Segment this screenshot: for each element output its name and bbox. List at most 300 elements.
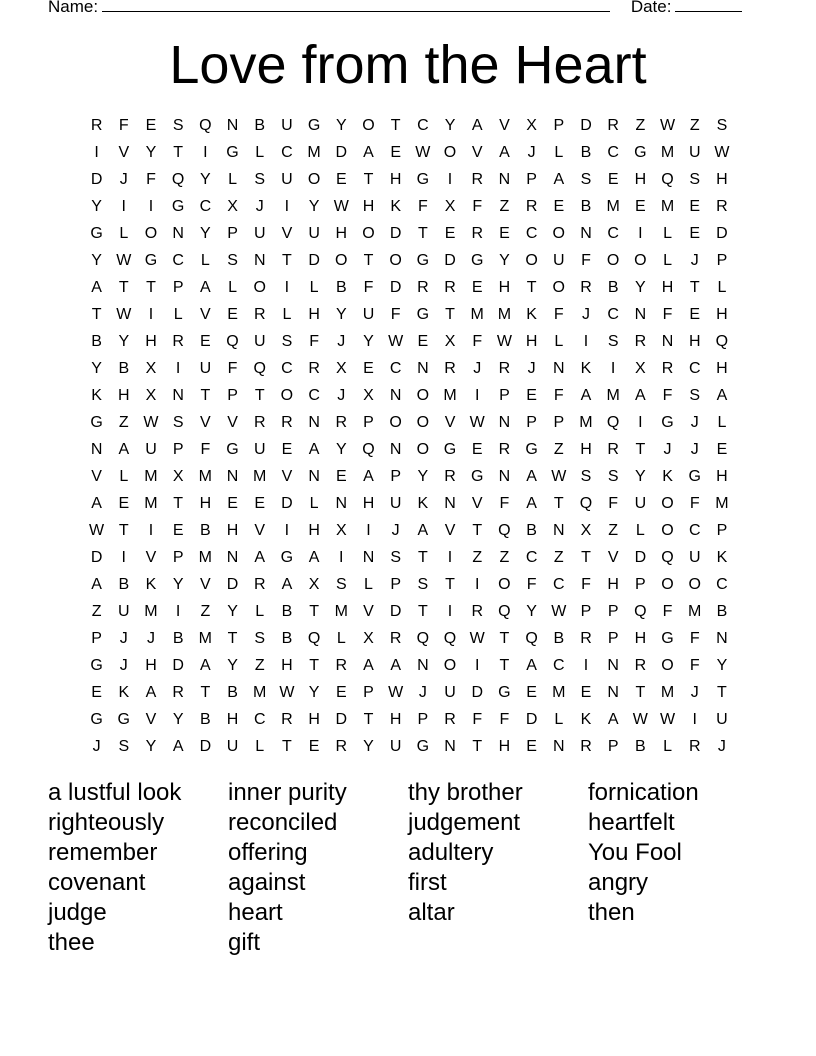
grid-letter[interactable]: J: [690, 441, 699, 458]
grid-letter[interactable]: H: [308, 711, 320, 728]
grid-letter[interactable]: E: [499, 225, 510, 242]
grid-letter[interactable]: R: [335, 657, 348, 674]
grid-letter[interactable]: D: [634, 549, 647, 566]
grid-letter[interactable]: A: [499, 144, 510, 161]
grid-letter[interactable]: C: [688, 360, 701, 377]
grid-letter[interactable]: Q: [661, 549, 674, 566]
grid-letter[interactable]: T: [173, 495, 184, 512]
grid-letter[interactable]: R: [498, 441, 511, 458]
grid-letter[interactable]: Y: [91, 252, 102, 269]
grid-letter[interactable]: U: [553, 252, 565, 269]
grid-letter[interactable]: G: [416, 738, 430, 755]
grid-letter[interactable]: N: [444, 738, 456, 755]
grid-letter[interactable]: N: [498, 468, 511, 485]
grid-letter[interactable]: W: [388, 684, 404, 701]
grid-letter[interactable]: I: [447, 171, 453, 188]
grid-letter[interactable]: M: [715, 495, 729, 512]
grid-letter[interactable]: G: [144, 252, 158, 269]
grid-letter[interactable]: K: [91, 387, 102, 404]
grid-letter[interactable]: E: [526, 387, 537, 404]
grid-letter[interactable]: B: [716, 603, 728, 620]
grid-letter[interactable]: Y: [172, 576, 184, 593]
grid-letter[interactable]: C: [172, 252, 184, 269]
grid-letter[interactable]: U: [145, 441, 157, 458]
grid-letter[interactable]: W: [333, 198, 349, 215]
grid-letter[interactable]: Q: [661, 171, 674, 188]
grid-letter[interactable]: B: [635, 738, 646, 755]
grid-letter[interactable]: M: [144, 603, 158, 620]
grid-letter[interactable]: K: [390, 198, 401, 215]
grid-letter[interactable]: F: [662, 603, 673, 620]
grid-letter[interactable]: A: [390, 657, 401, 674]
grid-letter[interactable]: R: [308, 360, 320, 377]
grid-letter[interactable]: T: [526, 279, 537, 296]
grid-letter[interactable]: D: [308, 252, 320, 269]
grid-letter[interactable]: T: [499, 657, 510, 674]
grid-letter[interactable]: M: [198, 468, 212, 485]
grid-letter[interactable]: Q: [525, 630, 538, 647]
grid-letter[interactable]: S: [607, 333, 619, 350]
grid-letter[interactable]: N: [498, 414, 511, 431]
grid-letter[interactable]: B: [526, 522, 537, 539]
grid-letter[interactable]: O: [525, 252, 538, 269]
grid-letter[interactable]: M: [253, 684, 267, 701]
grid-letter[interactable]: S: [118, 738, 130, 755]
grid-letter[interactable]: B: [227, 684, 238, 701]
grid-letter[interactable]: J: [391, 522, 400, 539]
grid-letter[interactable]: X: [335, 522, 347, 539]
grid-letter[interactable]: N: [417, 657, 429, 674]
grid-letter[interactable]: R: [580, 630, 592, 647]
grid-letter[interactable]: A: [716, 387, 728, 404]
grid-letter[interactable]: W: [659, 711, 676, 728]
grid-letter[interactable]: V: [91, 468, 102, 485]
grid-letter[interactable]: R: [471, 225, 483, 242]
grid-letter[interactable]: H: [716, 171, 728, 188]
grid-letter[interactable]: B: [607, 279, 619, 296]
grid-letter[interactable]: Z: [499, 549, 510, 566]
grid-letter[interactable]: R: [444, 468, 456, 485]
grid-letter[interactable]: J: [717, 738, 726, 755]
grid-letter[interactable]: I: [447, 549, 453, 566]
grid-letter[interactable]: H: [226, 522, 239, 539]
grid-letter[interactable]: G: [634, 144, 647, 161]
grid-letter[interactable]: T: [146, 279, 156, 296]
grid-letter[interactable]: D: [335, 144, 348, 161]
grid-letter[interactable]: H: [688, 333, 701, 350]
grid-letter[interactable]: X: [580, 522, 592, 539]
grid-letter[interactable]: N: [580, 225, 592, 242]
grid-letter[interactable]: I: [284, 198, 290, 215]
grid-letter[interactable]: M: [606, 198, 620, 215]
grid-letter[interactable]: P: [635, 576, 646, 593]
grid-letter[interactable]: N: [553, 738, 565, 755]
grid-letter[interactable]: T: [282, 738, 292, 755]
grid-letter[interactable]: B: [254, 117, 266, 134]
grid-letter[interactable]: Y: [526, 603, 537, 620]
grid-letter[interactable]: R: [253, 306, 266, 323]
grid-letter[interactable]: Q: [362, 441, 375, 458]
grid-letter[interactable]: N: [498, 171, 511, 188]
grid-letter[interactable]: S: [281, 333, 293, 350]
grid-letter[interactable]: O: [253, 279, 266, 296]
grid-letter[interactable]: A: [553, 171, 565, 188]
grid-letter[interactable]: B: [172, 630, 184, 647]
grid-letter[interactable]: T: [581, 549, 591, 566]
grid-letter[interactable]: E: [254, 495, 266, 512]
grid-letter[interactable]: F: [662, 306, 673, 323]
grid-letter[interactable]: O: [688, 576, 701, 593]
grid-letter[interactable]: F: [472, 711, 483, 728]
name-field-line[interactable]: [102, 0, 610, 12]
grid-letter[interactable]: T: [417, 549, 428, 566]
grid-letter[interactable]: G: [90, 711, 103, 728]
grid-letter[interactable]: U: [199, 360, 212, 377]
grid-letter[interactable]: B: [553, 630, 565, 647]
grid-letter[interactable]: F: [472, 333, 483, 350]
grid-letter[interactable]: L: [228, 171, 237, 188]
grid-letter[interactable]: P: [390, 576, 401, 593]
grid-letter[interactable]: N: [308, 468, 320, 485]
grid-letter[interactable]: H: [362, 495, 375, 512]
grid-letter[interactable]: F: [472, 198, 483, 215]
grid-letter[interactable]: C: [389, 360, 402, 377]
grid-letter[interactable]: J: [527, 144, 536, 161]
grid-letter[interactable]: B: [91, 333, 102, 350]
grid-letter[interactable]: M: [660, 144, 675, 161]
grid-letter[interactable]: Q: [498, 522, 511, 539]
grid-letter[interactable]: Y: [227, 657, 238, 674]
grid-letter[interactable]: C: [607, 225, 619, 242]
grid-letter[interactable]: T: [635, 684, 646, 701]
grid-letter[interactable]: Y: [145, 738, 157, 755]
grid-letter[interactable]: T: [118, 279, 129, 296]
grid-letter[interactable]: W: [551, 468, 567, 485]
grid-letter[interactable]: A: [91, 279, 102, 296]
grid-letter[interactable]: I: [366, 522, 371, 539]
grid-letter[interactable]: M: [606, 387, 620, 404]
grid-letter[interactable]: Z: [254, 657, 265, 674]
grid-letter[interactable]: D: [580, 117, 592, 134]
grid-letter[interactable]: J: [418, 684, 427, 701]
grid-letter[interactable]: D: [281, 495, 293, 512]
grid-letter[interactable]: A: [308, 549, 320, 566]
grid-letter[interactable]: A: [363, 144, 374, 161]
grid-letter[interactable]: C: [607, 144, 619, 161]
grid-letter[interactable]: P: [716, 522, 728, 539]
grid-letter[interactable]: V: [200, 306, 211, 323]
grid-letter[interactable]: R: [444, 711, 456, 728]
grid-letter[interactable]: Y: [308, 198, 320, 215]
grid-letter[interactable]: H: [362, 198, 375, 215]
grid-letter[interactable]: E: [390, 144, 401, 161]
grid-letter[interactable]: R: [417, 279, 429, 296]
grid-letter[interactable]: W: [143, 414, 159, 431]
grid-letter[interactable]: S: [689, 171, 701, 188]
grid-letter[interactable]: Z: [635, 117, 646, 134]
grid-letter[interactable]: O: [661, 522, 674, 539]
grid-letter[interactable]: V: [227, 414, 238, 431]
grid-letter[interactable]: F: [689, 495, 700, 512]
grid-letter[interactable]: Z: [553, 549, 564, 566]
grid-letter[interactable]: I: [148, 198, 154, 215]
grid-letter[interactable]: K: [526, 306, 537, 323]
grid-letter[interactable]: R: [90, 117, 103, 134]
grid-letter[interactable]: A: [254, 549, 266, 566]
grid-letter[interactable]: P: [227, 225, 238, 242]
grid-letter[interactable]: U: [688, 144, 701, 161]
grid-letter[interactable]: T: [118, 522, 129, 539]
grid-letter[interactable]: Z: [200, 603, 211, 620]
grid-letter[interactable]: Q: [307, 630, 321, 647]
grid-letter[interactable]: P: [607, 603, 619, 620]
grid-letter[interactable]: J: [690, 414, 699, 431]
grid-letter[interactable]: H: [145, 657, 157, 674]
grid-letter[interactable]: W: [279, 684, 295, 701]
grid-letter[interactable]: E: [471, 279, 483, 296]
grid-letter[interactable]: M: [552, 684, 566, 701]
grid-letter[interactable]: L: [554, 711, 564, 728]
grid-letter[interactable]: V: [471, 144, 483, 161]
grid-letter[interactable]: J: [337, 333, 346, 350]
grid-letter[interactable]: A: [363, 657, 374, 674]
grid-letter[interactable]: U: [716, 711, 728, 728]
grid-letter[interactable]: T: [173, 144, 184, 161]
grid-letter[interactable]: C: [607, 306, 619, 323]
grid-letter[interactable]: V: [254, 522, 266, 539]
grid-letter[interactable]: E: [635, 198, 646, 215]
grid-letter[interactable]: L: [717, 279, 727, 296]
grid-letter[interactable]: H: [716, 360, 728, 377]
grid-letter[interactable]: R: [444, 279, 456, 296]
grid-letter[interactable]: P: [553, 414, 565, 431]
grid-letter[interactable]: P: [499, 387, 510, 404]
grid-letter[interactable]: J: [146, 630, 155, 647]
grid-letter[interactable]: G: [470, 252, 484, 269]
grid-letter[interactable]: W: [415, 144, 431, 161]
grid-letter[interactable]: D: [335, 711, 348, 728]
grid-letter[interactable]: F: [390, 306, 401, 323]
grid-letter[interactable]: W: [714, 144, 730, 161]
grid-letter[interactable]: V: [281, 225, 293, 242]
grid-letter[interactable]: E: [363, 360, 374, 377]
grid-letter[interactable]: Y: [363, 333, 374, 350]
grid-letter[interactable]: R: [281, 711, 293, 728]
grid-letter[interactable]: E: [145, 117, 157, 134]
grid-letter[interactable]: Y: [417, 468, 429, 485]
grid-letter[interactable]: I: [638, 225, 643, 242]
grid-letter[interactable]: X: [227, 198, 238, 215]
grid-letter[interactable]: Y: [335, 117, 347, 134]
grid-letter[interactable]: P: [607, 738, 619, 755]
grid-letter[interactable]: H: [498, 279, 511, 296]
grid-letter[interactable]: T: [200, 684, 211, 701]
grid-letter[interactable]: R: [525, 198, 538, 215]
grid-letter[interactable]: T: [200, 387, 211, 404]
grid-letter[interactable]: E: [689, 306, 701, 323]
grid-letter[interactable]: F: [526, 576, 537, 593]
grid-letter[interactable]: G: [90, 657, 103, 674]
grid-letter[interactable]: J: [92, 738, 101, 755]
grid-letter[interactable]: H: [226, 711, 239, 728]
grid-letter[interactable]: T: [91, 306, 102, 323]
grid-letter[interactable]: O: [661, 657, 674, 674]
grid-letter[interactable]: N: [553, 360, 565, 377]
grid-letter[interactable]: I: [121, 198, 126, 215]
grid-letter[interactable]: L: [554, 333, 564, 350]
grid-letter[interactable]: J: [690, 684, 699, 701]
grid-letter[interactable]: E: [716, 441, 728, 458]
grid-letter[interactable]: U: [444, 684, 456, 701]
grid-letter[interactable]: U: [308, 225, 320, 242]
grid-letter[interactable]: T: [282, 252, 292, 269]
grid-letter[interactable]: T: [390, 117, 401, 134]
grid-letter[interactable]: T: [472, 522, 483, 539]
grid-letter[interactable]: L: [554, 144, 564, 161]
grid-letter[interactable]: U: [389, 738, 402, 755]
grid-letter[interactable]: F: [146, 171, 156, 188]
grid-letter[interactable]: F: [227, 360, 238, 377]
grid-letter[interactable]: R: [389, 630, 402, 647]
grid-letter[interactable]: L: [364, 576, 373, 593]
grid-letter[interactable]: F: [553, 306, 564, 323]
grid-letter[interactable]: D: [389, 279, 402, 296]
grid-letter[interactable]: N: [716, 630, 728, 647]
grid-letter[interactable]: U: [634, 495, 647, 512]
grid-letter[interactable]: P: [417, 711, 429, 728]
grid-letter[interactable]: K: [417, 495, 429, 512]
grid-letter[interactable]: I: [447, 603, 453, 620]
grid-letter[interactable]: A: [200, 657, 211, 674]
grid-letter[interactable]: N: [226, 549, 239, 566]
grid-letter[interactable]: M: [144, 495, 158, 512]
grid-letter[interactable]: E: [417, 333, 429, 350]
grid-letter[interactable]: E: [227, 306, 238, 323]
grid-letter[interactable]: M: [497, 306, 512, 323]
grid-letter[interactable]: X: [145, 360, 157, 377]
grid-letter[interactable]: O: [661, 495, 674, 512]
grid-letter[interactable]: Y: [363, 738, 374, 755]
grid-letter[interactable]: B: [118, 576, 130, 593]
grid-letter[interactable]: P: [390, 468, 401, 485]
grid-letter[interactable]: M: [443, 387, 457, 404]
grid-letter[interactable]: J: [119, 657, 128, 674]
grid-letter[interactable]: F: [553, 387, 564, 404]
grid-letter[interactable]: M: [660, 198, 675, 215]
grid-letter[interactable]: J: [119, 630, 128, 647]
grid-letter[interactable]: E: [335, 684, 347, 701]
grid-letter[interactable]: S: [254, 171, 266, 188]
grid-letter[interactable]: F: [499, 711, 510, 728]
grid-letter[interactable]: K: [580, 711, 592, 728]
grid-letter[interactable]: N: [444, 495, 456, 512]
grid-letter[interactable]: N: [90, 441, 103, 458]
grid-letter[interactable]: P: [553, 117, 565, 134]
grid-letter[interactable]: I: [583, 333, 589, 350]
grid-letter[interactable]: M: [334, 603, 348, 620]
grid-letter[interactable]: R: [471, 603, 483, 620]
grid-letter[interactable]: G: [525, 441, 538, 458]
grid-letter[interactable]: H: [634, 630, 647, 647]
grid-letter[interactable]: M: [307, 144, 321, 161]
grid-letter[interactable]: R: [580, 738, 592, 755]
grid-letter[interactable]: H: [716, 468, 728, 485]
grid-letter[interactable]: C: [553, 576, 565, 593]
grid-letter[interactable]: B: [200, 711, 211, 728]
grid-letter[interactable]: G: [416, 171, 430, 188]
grid-letter[interactable]: R: [580, 279, 592, 296]
grid-letter[interactable]: D: [444, 252, 456, 269]
grid-letter[interactable]: W: [89, 522, 105, 539]
grid-letter[interactable]: E: [689, 198, 701, 215]
grid-letter[interactable]: A: [526, 468, 537, 485]
grid-letter[interactable]: X: [172, 468, 184, 485]
grid-letter[interactable]: A: [145, 684, 157, 701]
grid-letter[interactable]: E: [526, 738, 537, 755]
grid-letter[interactable]: G: [661, 414, 674, 431]
grid-letter[interactable]: R: [253, 414, 266, 431]
grid-letter[interactable]: F: [499, 495, 510, 512]
grid-letter[interactable]: J: [527, 360, 536, 377]
grid-letter[interactable]: C: [199, 198, 212, 215]
grid-letter[interactable]: I: [583, 657, 589, 674]
grid-letter[interactable]: U: [281, 117, 293, 134]
grid-letter[interactable]: J: [119, 171, 128, 188]
grid-letter[interactable]: A: [200, 279, 211, 296]
grid-letter[interactable]: R: [444, 360, 456, 377]
grid-letter[interactable]: E: [607, 171, 619, 188]
grid-letter[interactable]: Y: [118, 333, 130, 350]
grid-letter[interactable]: H: [281, 657, 293, 674]
grid-letter[interactable]: S: [689, 387, 701, 404]
grid-letter[interactable]: Z: [689, 117, 700, 134]
grid-letter[interactable]: H: [308, 522, 320, 539]
grid-letter[interactable]: A: [281, 576, 293, 593]
grid-letter[interactable]: G: [688, 468, 701, 485]
grid-letter[interactable]: Z: [472, 549, 483, 566]
grid-letter[interactable]: L: [309, 495, 319, 512]
grid-letter[interactable]: G: [90, 414, 103, 431]
grid-letter[interactable]: R: [634, 657, 647, 674]
grid-letter[interactable]: S: [254, 630, 266, 647]
grid-letter[interactable]: Y: [91, 198, 102, 215]
grid-letter[interactable]: L: [717, 414, 727, 431]
grid-letter[interactable]: F: [662, 387, 673, 404]
grid-letter[interactable]: R: [172, 333, 184, 350]
grid-letter[interactable]: U: [688, 549, 701, 566]
grid-letter[interactable]: X: [444, 198, 456, 215]
grid-letter[interactable]: Y: [308, 684, 320, 701]
grid-letter[interactable]: I: [94, 144, 99, 161]
grid-letter[interactable]: D: [389, 603, 402, 620]
grid-letter[interactable]: O: [416, 414, 430, 431]
grid-letter[interactable]: P: [227, 387, 238, 404]
grid-letter[interactable]: R: [498, 360, 511, 377]
grid-letter[interactable]: Y: [227, 603, 238, 620]
grid-letter[interactable]: E: [227, 495, 238, 512]
grid-letter[interactable]: L: [255, 738, 265, 755]
grid-letter[interactable]: J: [690, 252, 699, 269]
grid-letter[interactable]: D: [716, 225, 728, 242]
grid-letter[interactable]: U: [389, 495, 402, 512]
grid-letter[interactable]: M: [579, 414, 593, 431]
grid-letter[interactable]: I: [638, 414, 643, 431]
grid-letter[interactable]: W: [116, 252, 132, 269]
grid-letter[interactable]: R: [716, 198, 728, 215]
grid-letter[interactable]: N: [335, 495, 348, 512]
grid-letter[interactable]: L: [119, 468, 129, 485]
grid-letter[interactable]: D: [525, 711, 538, 728]
